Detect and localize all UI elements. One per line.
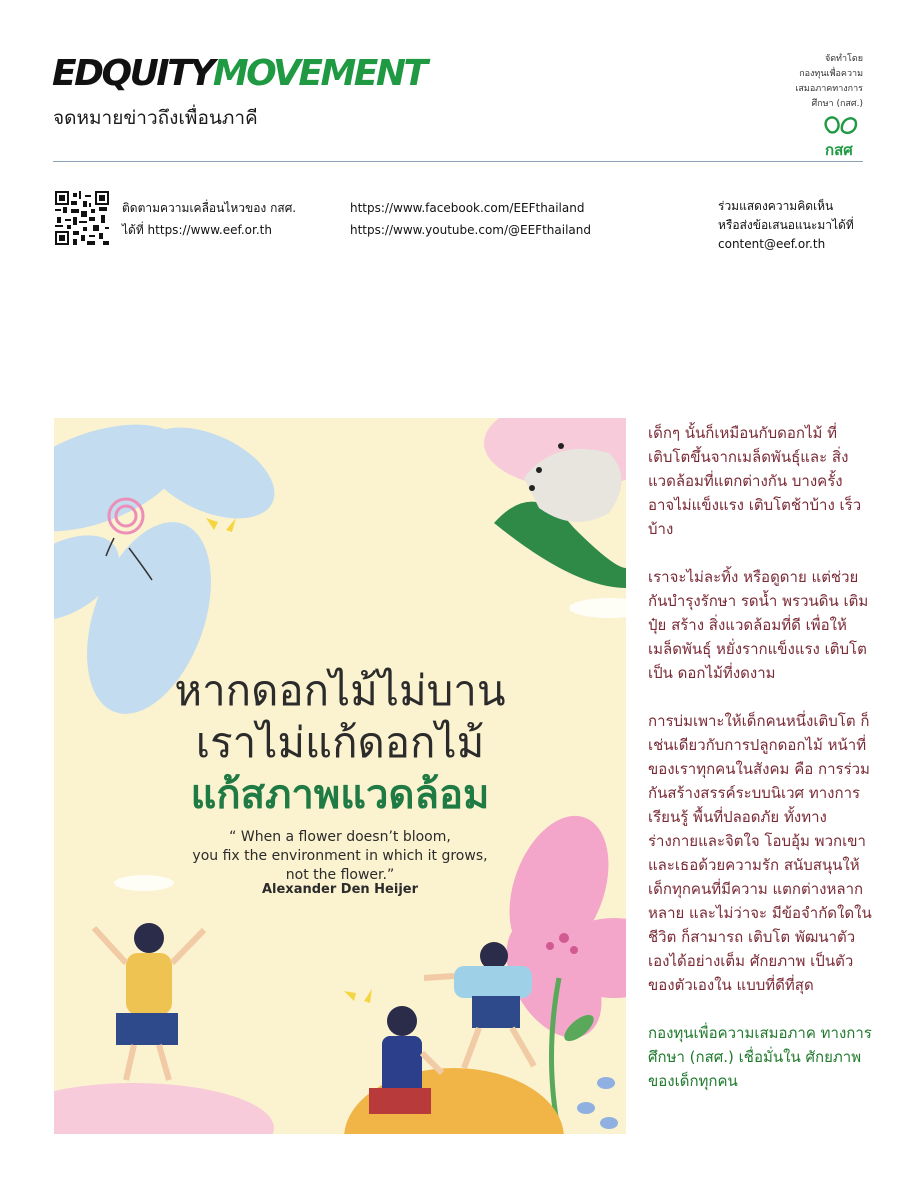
poster-image [54, 418, 626, 1134]
poster-headline-line-3: แก้สภาพแวดล้อม [190, 772, 490, 818]
org-credit-line: ศึกษา (กสศ.) [811, 99, 863, 109]
social-links [350, 197, 591, 241]
quote-line: not the flower.” [285, 867, 395, 883]
feedback-info [718, 197, 854, 254]
brand-part-1: EDQUITY [52, 53, 213, 94]
poster-quote [54, 828, 626, 885]
poster-headline-line-2: เราไม่แก้ดอกไม้ [195, 718, 485, 767]
white-flower-illustration [484, 418, 626, 588]
article-paragraph: การบ่มเพาะให้เด็กคนหนึ่งเติบโต ก็เช่นเดียวกับการปลูกดอกไม้ หน้าที่ของเราทุกคนในสังคม คือ การร่วมกันสร้างสรรค์ระบบนิเวศ ทางการเรียนรู้ พื้นที่ปลอดภัย ทั้งทางร่างกายและจิตใจ โอบอุ้ม พวกเขาและเธอด้วยความรัก สนับสนุนให้เด็กทุกคนที่มีความ แตกต่างหลากหลาย และไม่ว่าจะ มีข้อจำกัดใดในชีวิต ก็สามารถ เติบโต พัฒนาตัวเองได้อย่างเต็ม ศักยภาพ เป็นตัวของตัวเองใน แบบที่ดีที่สุด [648, 712, 872, 994]
quote-line: “ When a flower doesn’t bloom, [229, 829, 451, 845]
article-column [648, 421, 873, 1093]
qr-code-icon [55, 191, 109, 245]
butterfly-illustration [206, 518, 236, 532]
quote-author: Alexander Den Heijer [261, 882, 419, 897]
quote-line: you fix the environment in which it grows, [192, 848, 488, 864]
article-paragraph: เด็กๆ นั้นก็เหมือนกับดอกไม้ ที่เติบโตขึ้นจากเมล็ดพันธุ์และ สิ่งแวดล้อมที่แตกต่างกัน บางครั้ง อาจไม่แข็งแรง เติบโตช้าบ้าง เร็วบ้าง [648, 424, 862, 538]
facebook-link[interactable]: https://www.facebook.com/EEFthailand [350, 201, 585, 215]
closing-statement: กองทุนเพื่อความเสมอภาค ทางการศึกษา (กสศ.) เชื่อมั่นใน ศักยภาพของเด็กทุกคน [648, 1024, 872, 1090]
follow-info [122, 197, 296, 241]
org-credit-line: จัดทำโดย [824, 54, 863, 64]
follow-line: ติดตามความเคลื่อนไหวของ กสศ. [122, 201, 297, 215]
brand-part-2: MOVEMENT [212, 53, 426, 94]
email-link[interactable]: content@eef.or.th [718, 237, 826, 251]
org-credit [753, 52, 863, 112]
feedback-line: ร่วมแสดงความคิดเห็น [718, 199, 834, 213]
youtube-link[interactable]: https://www.youtube.com/@EEFthailand [350, 223, 591, 237]
brand-logo [52, 52, 426, 96]
bluebell-illustration [577, 1077, 618, 1129]
butterfly-illustration [344, 989, 372, 1003]
org-credit-line: กองทุนเพื่อความ [799, 69, 863, 79]
newsletter-subtitle: จดหมายข่าวถึงเพื่อนภาคี [53, 107, 258, 129]
eef-logo-text: กสศ [825, 141, 853, 159]
child-illustration [94, 923, 204, 1080]
poster-headline-line-1: หากดอกไม้ไม่บาน [174, 666, 506, 715]
feedback-line: หรือส่งข้อเสนอแนะมาได้ที่ [718, 218, 854, 232]
header-divider [53, 161, 863, 162]
website-link[interactable]: ได้ที่ https://www.eef.or.th [122, 223, 272, 237]
org-credit-line: เสมอภาคทางการ [795, 84, 863, 94]
article-paragraph: เราจะไม่ละทิ้ง หรือดูดาย แต่ช่วยกันบำรุงรักษา รดน้ำ พรวนดิน เติมปุ๋ย สร้าง สิ่งแวดล้อมที่ดี เพื่อให้เมล็ดพันธุ์ หยั่งรากแข็งแรง เติบโตเป็น ดอกไม้ที่งดงาม [648, 568, 869, 682]
